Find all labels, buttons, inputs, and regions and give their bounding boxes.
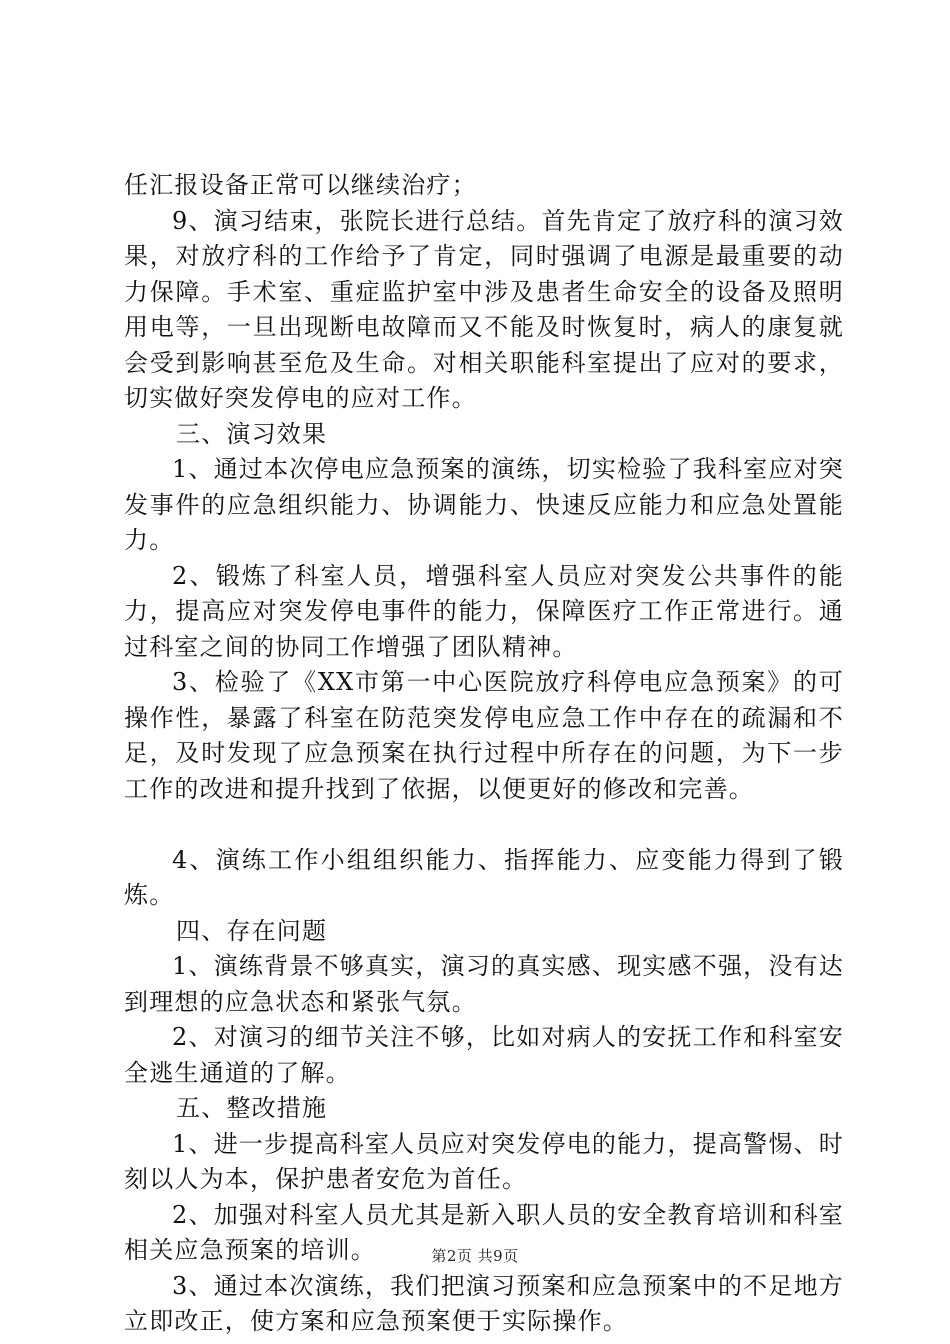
section-heading-5: 五、整改措施 xyxy=(176,1094,328,1122)
paragraph-effect-4: 4、演练工作小组组织能力、指挥能力、应变能力得到了锻炼。 xyxy=(124,845,844,909)
document-body xyxy=(124,168,844,1340)
paragraph-continuation: 任汇报设备正常可以继续治疗； xyxy=(124,171,477,199)
paragraph-effect-1: 1、通过本次停电应急预案的演练，切实检验了我科室应对突发事件的应急组织能力、协调能力、快速反应能力和应急处置能力。 xyxy=(124,455,844,554)
paragraph-item-9: 9、演习结束，张院长进行总结。首先肯定了放疗科的演习效果，对放疗科的工作给予了肯定，同时强调了电源是最重要的动力保障。手术室、重症监护室中涉及患者生命安全的设备及照明用电等，一旦出现断电故障而又不能及时恢复时，病人的康复就会受到影响甚至危及生命。对相关职能科室提出了应对的要求，切实做好突发停电的应对工作。 xyxy=(124,206,844,412)
section-heading-3: 三、演习效果 xyxy=(176,419,328,448)
paragraph-effect-3: 3、检验了《XX市第一中心医院放疗科停电应急预案》的可操作性，暴露了科室在防范突发停电应急工作中存在的疏漏和不足，及时发现了应急预案在执行过程中所存在的问题，为下一步工作的改进和提升找到了依据，以便更好的修改和完善。 xyxy=(124,668,844,803)
blank-line xyxy=(124,807,844,843)
paragraph-effect-2: 2、锻炼了科室人员，增强科室人员应对突发公共事件的能力，提高应对突发停电事件的能力，保障医疗工作正常进行。通过科室之间的协同工作增强了团队精神。 xyxy=(124,561,844,661)
paragraph-problem-2: 2、对演习的细节关注不够，比如对病人的安抚工作和科室安全逃生通道的了解。 xyxy=(124,1023,844,1087)
paragraph-measure-2: 2、加强对科室人员尤其是新入职人员的安全教育培训和科室相关应急预案的培训。 xyxy=(124,1200,844,1264)
page-footer xyxy=(0,1245,950,1266)
page-number: 第2页 共9页 xyxy=(431,1247,519,1265)
section-heading-4: 四、存在问题 xyxy=(176,916,328,945)
paragraph-problem-1: 1、演练背景不够真实，演习的真实感、现实感不强，没有达到理想的应急状态和紧张气氛。 xyxy=(124,952,844,1016)
paragraph-measure-3: 3、通过本次演练，我们把演习预案和应急预案中的不足地方立即改正，使方案和应急预案便于实际操作。 xyxy=(124,1271,844,1335)
paragraph-measure-1: 1、进一步提高科室人员应对突发停电的能力，提高警惕、时刻以人为本，保护患者安危为首任。 xyxy=(124,1129,844,1193)
